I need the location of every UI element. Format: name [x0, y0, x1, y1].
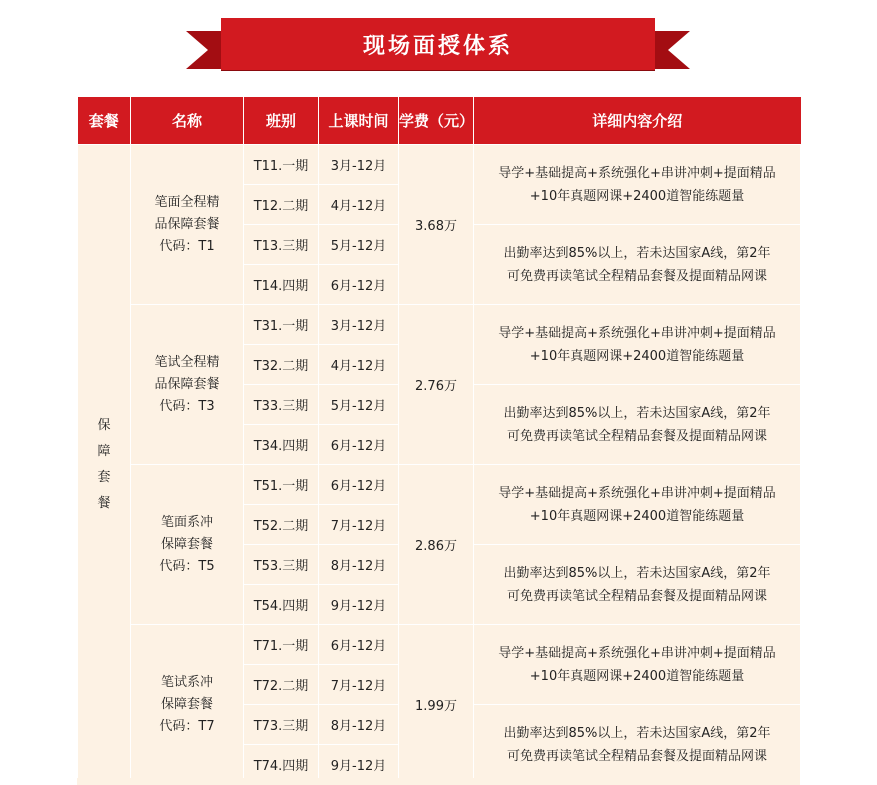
text-line: 代码：T1 — [159, 238, 215, 254]
text-line: 保 — [97, 417, 111, 433]
text-line: +10年真题网课+2400道智能练题量 — [529, 508, 745, 524]
text-line: 出勤率达到85%以上，若未达国家A线，第2年 — [503, 405, 771, 421]
schedule-cell: 6月-12月 — [319, 465, 399, 505]
table-header-row — [78, 97, 801, 145]
class-cell: T54.四期 — [244, 585, 319, 625]
class-cell: T71.一期 — [244, 625, 319, 665]
text-line: 可免费再读笔试全程精品套餐及提面精品网课 — [506, 428, 767, 444]
details-cell — [474, 225, 801, 305]
text-line: 笔面全程精 — [154, 194, 220, 210]
class-cell: T11.一期 — [244, 145, 319, 185]
schedule-cell: 6月-12月 — [319, 265, 399, 305]
table-row — [78, 305, 801, 345]
text-line: 代码：T7 — [159, 718, 215, 734]
schedule-cell: 5月-12月 — [319, 385, 399, 425]
schedule-cell: 3月-12月 — [319, 145, 399, 185]
table-row — [78, 625, 801, 665]
schedule-cell: 6月-12月 — [319, 625, 399, 665]
header-schedule: 上课时间 — [319, 97, 399, 145]
class-cell: T74.四期 — [244, 745, 319, 785]
table-body — [78, 145, 801, 785]
text-line: 出勤率达到85%以上，若未达国家A线，第2年 — [503, 725, 771, 741]
fee-cell: 1.99万 — [399, 625, 474, 785]
details-cell — [474, 385, 801, 465]
class-cell: T51.一期 — [244, 465, 319, 505]
schedule-cell: 3月-12月 — [319, 305, 399, 345]
text-line: 可免费再读笔试全程精品套餐及提面精品网课 — [506, 268, 767, 284]
fee-cell: 2.86万 — [399, 465, 474, 625]
table-continuation — [77, 778, 800, 785]
fee-cell: 3.68万 — [399, 145, 474, 305]
schedule-cell: 4月-12月 — [319, 345, 399, 385]
header-package: 套餐 — [78, 97, 131, 145]
text-line: 出勤率达到85%以上，若未达国家A线，第2年 — [503, 565, 771, 581]
package-name-cell — [131, 465, 244, 625]
package-name-cell — [131, 305, 244, 465]
schedule-cell: 6月-12月 — [319, 425, 399, 465]
text-line: 代码：T3 — [159, 398, 215, 414]
header-details: 详细内容介绍 — [474, 97, 801, 145]
class-cell: T13.三期 — [244, 225, 319, 265]
banner-title: 现场面授体系 — [221, 18, 655, 70]
text-line: 导学+基础提高+系统强化+串讲冲刺+提面精品 — [498, 325, 776, 341]
class-cell: T12.二期 — [244, 185, 319, 225]
package-name-cell — [131, 145, 244, 305]
schedule-cell: 7月-12月 — [319, 505, 399, 545]
details-cell — [474, 545, 801, 625]
schedule-cell: 9月-12月 — [319, 745, 399, 785]
details-cell — [474, 705, 801, 785]
schedule-cell: 9月-12月 — [319, 585, 399, 625]
text-line: +10年真题网课+2400道智能练题量 — [529, 668, 745, 684]
text-line: 代码：T5 — [159, 558, 215, 574]
details-cell — [474, 625, 801, 705]
text-line: 保障套餐 — [160, 536, 213, 552]
class-cell: T72.二期 — [244, 665, 319, 705]
package-name-cell — [131, 625, 244, 785]
text-line: 笔试全程精 — [154, 354, 220, 370]
text-line: 套 — [97, 469, 111, 485]
details-cell — [474, 145, 801, 225]
text-line: 保障套餐 — [160, 696, 213, 712]
fee-cell: 2.76万 — [399, 305, 474, 465]
schedule-cell: 4月-12月 — [319, 185, 399, 225]
header-class: 班别 — [244, 97, 319, 145]
table-row — [78, 465, 801, 505]
text-line: 导学+基础提高+系统强化+串讲冲刺+提面精品 — [498, 645, 776, 661]
class-cell: T52.二期 — [244, 505, 319, 545]
text-line: 品保障套餐 — [154, 376, 220, 392]
details-cell — [474, 305, 801, 385]
class-cell: T32.二期 — [244, 345, 319, 385]
table-row — [78, 145, 801, 185]
class-cell: T31.一期 — [244, 305, 319, 345]
details-cell — [474, 465, 801, 545]
class-cell: T33.三期 — [244, 385, 319, 425]
package-category-cell — [78, 145, 131, 785]
text-line: +10年真题网课+2400道智能练题量 — [529, 188, 745, 204]
text-line: 出勤率达到85%以上，若未达国家A线，第2年 — [503, 245, 771, 261]
text-line: 导学+基础提高+系统强化+串讲冲刺+提面精品 — [498, 165, 776, 181]
schedule-cell: 5月-12月 — [319, 225, 399, 265]
text-line: 餐 — [97, 495, 111, 511]
text-line: 导学+基础提高+系统强化+串讲冲刺+提面精品 — [498, 485, 776, 501]
text-line: +10年真题网课+2400道智能练题量 — [529, 348, 745, 364]
text-line: 障 — [97, 443, 111, 459]
class-cell: T34.四期 — [244, 425, 319, 465]
schedule-cell: 7月-12月 — [319, 665, 399, 705]
section-banner — [0, 0, 877, 90]
text-line: 可免费再读笔试全程精品套餐及提面精品网课 — [506, 588, 767, 604]
class-cell: T14.四期 — [244, 265, 319, 305]
class-cell: T53.三期 — [244, 545, 319, 585]
header-fee: 学费（元） — [399, 97, 474, 145]
header-name: 名称 — [131, 97, 244, 145]
schedule-cell: 8月-12月 — [319, 545, 399, 585]
course-plan-table — [77, 97, 801, 785]
text-line: 笔试系冲 — [160, 674, 213, 690]
text-line: 可免费再读笔试全程精品套餐及提面精品网课 — [506, 748, 767, 764]
text-line: 笔面系冲 — [160, 514, 213, 530]
schedule-cell: 8月-12月 — [319, 705, 399, 745]
text-line: 品保障套餐 — [154, 216, 220, 232]
class-cell: T73.三期 — [244, 705, 319, 745]
